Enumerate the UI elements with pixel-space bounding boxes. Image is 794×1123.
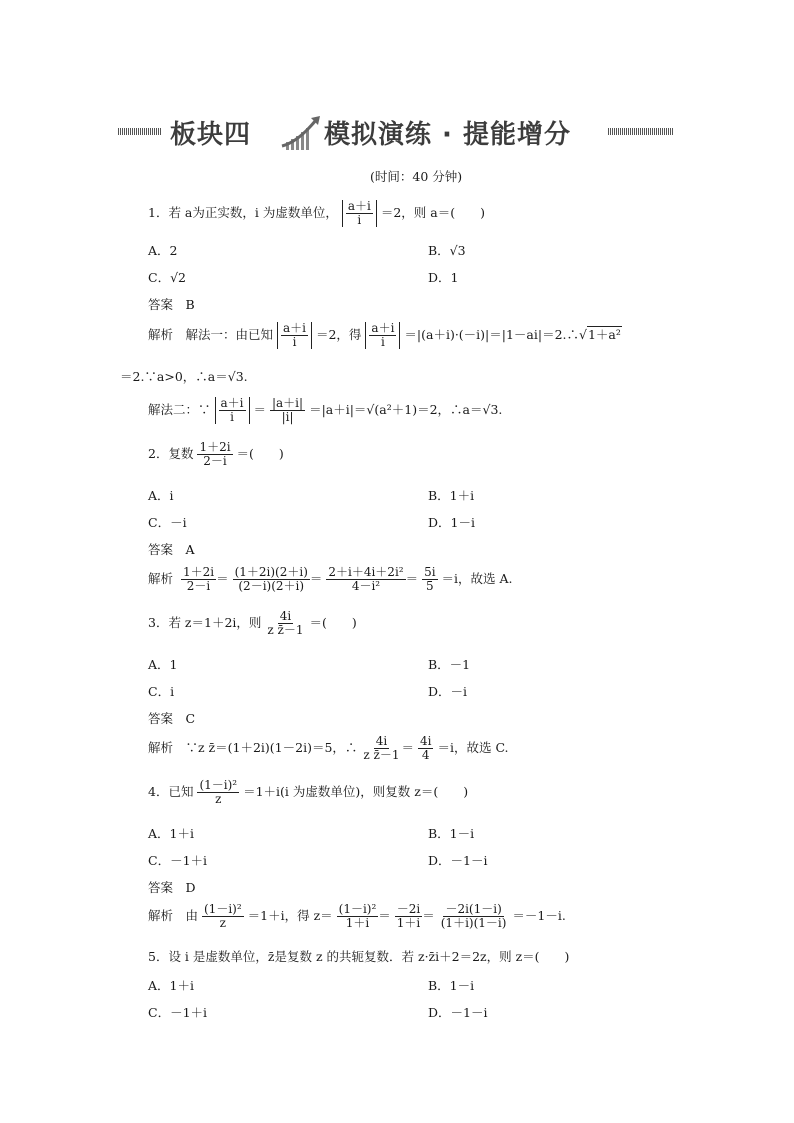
banner-title-part2: 模拟演练 · 提能增分 [324, 120, 571, 150]
q1-option-d: D．1 [428, 270, 459, 285]
q3-sol-f1-den: z z̄－1 [363, 748, 400, 763]
q2-sol-f2-num: (1＋2i)(2＋i) [234, 565, 308, 579]
q3-frac-den: z z̄－1 [267, 623, 304, 638]
q3-sol-f2-den: 4 [421, 748, 430, 763]
q4-sol-mid: ＝1＋i，得 z＝ [247, 908, 333, 924]
q1-sol2-frac1-den: i [230, 410, 234, 425]
q3-stem-after: ＝( ) [309, 615, 357, 631]
q3-sol-f2-num: 4i [420, 734, 432, 748]
q4-option-c: C．－1＋i [148, 853, 208, 868]
q2-sol-f2-den: (2－i)(2＋i) [238, 579, 305, 594]
rising-bars-arrow-icon [280, 112, 324, 152]
question-2-stem [148, 441, 284, 468]
q1-frac-num: a＋i [347, 199, 371, 213]
q1-sol-label: 解析 解法一：由已知 [148, 327, 274, 343]
banner-title-part1: 板块四 [170, 120, 252, 150]
q4-sol-f1-num: (1－i)² [204, 902, 242, 916]
q3-answer: 答案 C [148, 711, 196, 726]
q1-sol-frac1-den: i [292, 335, 297, 350]
q1-option-a: A．2 [148, 243, 178, 258]
q2-solution: 解析 $\frac{1+2i}{2-i}$ ＝ $\frac{(1+2i)(2+i)}{(2-i)(2+i)}$ ＝ $\frac{\text{2＋i＋4i＋2i²}}{\text{4－i²}}$ ＝ $\frac{5i}{5}$ ＝i，故选 A. [148, 565, 513, 594]
q2-sol-f1-num: 1＋2i [182, 565, 215, 579]
q1-frac-den: i [357, 213, 362, 228]
q4-sol-f4-den: (1＋i)(1－i) [440, 916, 507, 931]
q1-solution-method2: 解法二：∵ $\frac{a+i}{i}$ ＝ $\frac{|a+i|}{|i|}$ ＝|a＋i|＝√(a²＋1)＝2，∴a＝√3. [148, 396, 503, 425]
question-4-stem [148, 779, 468, 806]
q5-option-c: C．－1＋i [148, 1005, 208, 1020]
q1-sol-abs2 [365, 322, 400, 349]
q1-sol2-tail: ＝|a＋i|＝√(a²＋1)＝2，∴a＝√3. [309, 402, 503, 418]
q4-sol-f1-den: z [219, 916, 226, 931]
question-5-stem: 5．设 i 是虚数单位，z̄是复数 z 的共轭复数．若 z·z̄i＋2＝2z，则 z＝( ) [148, 949, 570, 964]
q1-sol2-abs [215, 397, 250, 424]
q3-option-c: C．i [148, 684, 175, 699]
q3-option-a: A．1 [148, 657, 178, 672]
q5-option-d: D．－1－i [428, 1005, 488, 1020]
q2-sol-label: 解析 [148, 571, 174, 587]
q2-option-a: A．i [148, 488, 174, 503]
q1-solution-line1: 解析 解法一：由已知 $\frac{a+i}{i}$ ＝2，得 $\frac{a+i}{i}$ ＝|(a＋i)·(－i)|＝|1－ai|＝2.∴√1＋a² [148, 321, 621, 350]
q4-option-b: B．1－i [428, 826, 475, 841]
q4-sol-f3-num: －2i [396, 902, 421, 916]
q1-stem-after: ＝2，则 a＝( ) [380, 205, 485, 221]
q1-sol-mid: ＝2，得 [315, 327, 362, 343]
q1-option-b: B．√3 [428, 243, 466, 258]
q4-frac-den: z [215, 792, 222, 807]
q2-sol-f4-den: 5 [426, 579, 434, 594]
q2-option-d: D．1－i [428, 515, 475, 530]
q1-sol-frac1-num: a＋i [283, 321, 306, 335]
q1-sol2-label: 解法二：∵ [148, 402, 211, 418]
q4-sol-f2-den: 1＋i [345, 916, 370, 931]
banner-hatch-left [118, 128, 162, 135]
q4-sol-label: 解析 由 [148, 908, 199, 924]
q3-sol-label: 解析 ∵z z̄＝(1＋2i)(1－2i)＝5，∴ [148, 740, 358, 756]
q1-sol2-frac2-den: |i| [281, 410, 294, 425]
q2-sol-tail: ＝i，故选 A. [441, 571, 513, 587]
q3-option-b: B．－1 [428, 657, 471, 672]
q2-frac-num: 1＋2i [199, 440, 231, 454]
q5-option-b: B．1－i [428, 978, 475, 993]
q1-sol-sqrt: 1＋a² [587, 327, 621, 343]
q4-stem-before: 4．已知 [148, 784, 194, 800]
q4-option-d: D．－1－i [428, 853, 488, 868]
q2-sol-f3-num: 2＋i＋4i＋2i² [328, 565, 404, 579]
q4-sol-f4-num: －2i(1－i) [445, 902, 502, 916]
q4-solution: 解析 由 $\frac{\text{(1－i)²}}{z}$ ＝1＋i，得 z＝ $\frac{\text{(1－i)²}}{1+i}$ ＝ $\frac{-2i}{1+i}$ ＝ $\frac{-2i(1-i)}{(1+i)(1-i)}$ ＝－1－i. [148, 902, 566, 931]
q1-solution-line2: ＝2.∵a>0，∴a＝√3. [120, 369, 248, 384]
q1-answer: 答案 B [148, 297, 195, 312]
q4-option-a: A．1＋i [148, 826, 194, 841]
q3-option-d: D．－i [428, 684, 468, 699]
q2-sol-f3-den: 4－i² [351, 579, 381, 594]
banner-hatch-right [608, 128, 674, 135]
q2-option-c: C．－i [148, 515, 187, 530]
q4-sol-f2-num: (1－i)² [338, 902, 377, 916]
time-limit: (时间：40 分钟) [370, 169, 463, 184]
q2-sol-f4-num: 5i [424, 565, 436, 579]
question-1-stem [148, 200, 485, 227]
q1-sol-tail: ＝|(a＋i)·(－i)|＝|1－ai|＝2.∴ [404, 327, 580, 343]
q2-stem-before: 2．复数 [148, 446, 194, 462]
q3-frac-num: 4i [279, 609, 292, 623]
q3-sol-tail: ＝i，故选 C. [437, 740, 509, 756]
q1-sol-abs1 [277, 322, 312, 349]
q5-option-a: A．1＋i [148, 978, 194, 993]
q3-sol-f1-num: 4i [375, 734, 388, 748]
q3-solution: 解析 ∵z z̄＝(1＋2i)(1－2i)＝5，∴ $\frac{4i}{\text{z z̄－1}}$ ＝ $\frac{4i}{4}$ ＝i，故选 C. [148, 734, 509, 763]
q1-sol-frac2-num: a＋i [371, 321, 395, 335]
q2-option-b: B．1＋i [428, 488, 475, 503]
q4-sol-tail: ＝－1－i. [512, 908, 566, 924]
q3-stem-before: 3．若 z＝1＋2i，则 [148, 615, 262, 631]
q1-sol-frac2-den: i [381, 335, 385, 350]
q1-abs-fraction [342, 200, 377, 227]
q4-answer: 答案 D [148, 880, 196, 895]
q1-stem-before: 1．若 a为正实数，i 为虚数单位， [148, 205, 338, 221]
q4-stem-after: ＝1＋i(i 为虚数单位)，则复数 z＝( ) [243, 784, 469, 800]
q4-frac-num: (1－i)² [199, 778, 238, 792]
q2-stem-after: ＝( ) [236, 446, 284, 462]
q2-frac-den: 2－i [203, 454, 227, 469]
q1-option-c: C．√2 [148, 270, 186, 285]
q1-sol2-frac2-num: |a＋i| [271, 396, 304, 410]
section-banner [118, 112, 676, 152]
q4-sol-f3-den: 1＋i [396, 916, 421, 931]
q2-answer: 答案 A [148, 542, 195, 557]
q2-sol-f1-den: 2－i [186, 579, 211, 594]
question-3-stem [148, 610, 357, 637]
q1-sol2-frac1-num: a＋i [220, 396, 244, 410]
